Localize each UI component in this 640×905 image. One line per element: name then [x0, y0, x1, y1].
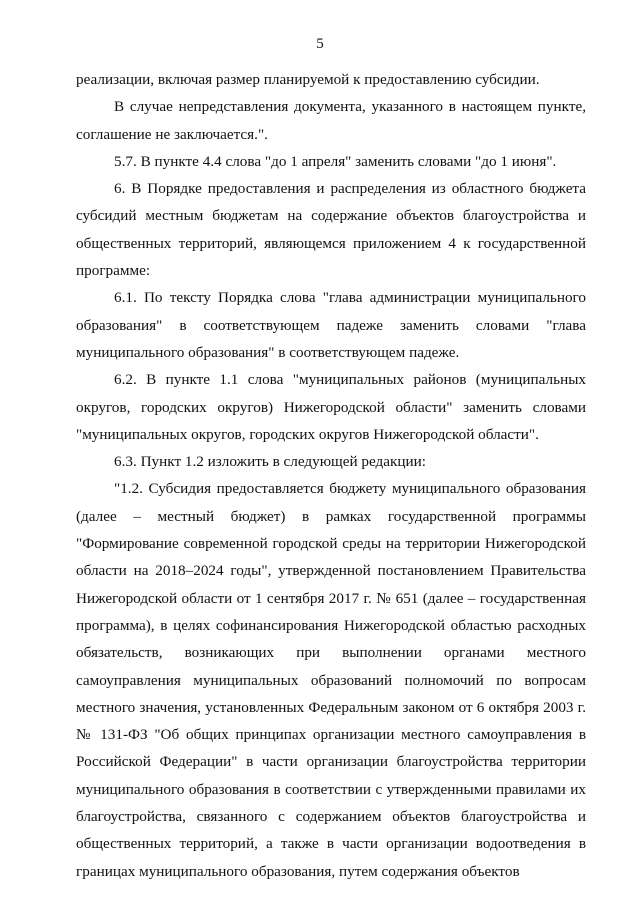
- page-number: 5: [316, 36, 324, 52]
- paragraph-4: 6. В Порядке предоставления и распределения из областного бюджета субсидий местным бюджетам на содержание объектов благоустройства и общественных территорий, являющемся приложением 4 к государственной программе:: [76, 180, 586, 280]
- paragraph-2: В случае непредставления документа, указанного в настоящем пункте, соглашение не заключается.".: [76, 98, 586, 143]
- paragraph-7: 6.3. Пункт 1.2 изложить в следующей редакции:: [114, 453, 427, 471]
- paragraph-3: 5.7. В пункте 4.4 слова "до 1 апреля" заменить словами "до 1 июня".: [114, 152, 557, 170]
- paragraph-8: "1.2. Субсидия предоставляется бюджету муниципального образования (далее – местный бюджет) в рамках государственной программы "Формирование современной городской среды на территории Нижегородской области на 2018–2024 годы", утвержденной постановлением Правительства Нижегородской области от 1 сентября 2017 г. № 651 (далее – государственная программа), в целях софинансирования Нижегородской областью расходных обязательств, возникающих при выполнении органами местного самоуправления муниципальных образований полномочий по вопросам местного значения, установленных Федеральным законом от 6 октября 2003 г. № 131-ФЗ "Об общих принципах организации местного самоуправления в Российской Федерации" в части организации благоустройства территории муниципального образования в соответствии с утвержденными правилами их благоустройства, связанного с содержанием объектов благоустройства и общественных территорий, а также в части организации водоотведения в границах муниципального образования, путем содержания объектов: [76, 480, 586, 880]
- paragraph-5: 6.1. По тексту Порядка слова "глава администрации муниципального образования" в соответствующем падеже заменить словами "глава муниципального образования" в соответствующем падеже.: [76, 289, 586, 361]
- document-body: [76, 66, 586, 885]
- paragraph-6: 6.2. В пункте 1.1 слова "муниципальных районов (муниципальных округов, городских округов) Нижегородской области" заменить словами "муниципальных округов, городских округов Нижегородской области".: [76, 371, 586, 443]
- paragraph-1: реализации, включая размер планируемой к предоставлению субсидии.: [76, 71, 540, 88]
